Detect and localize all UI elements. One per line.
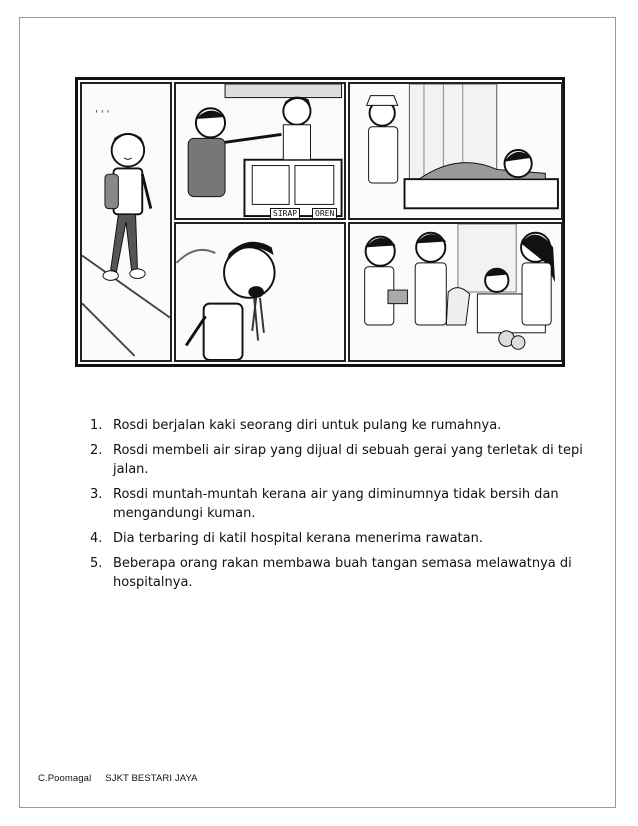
sign-oren: OREN	[312, 208, 337, 219]
panel-hospital-bed	[348, 82, 563, 220]
list-item	[88, 529, 588, 548]
list-item	[88, 485, 588, 523]
list-text: Rosdi berjalan kaki seorang diri untuk pulang ke rumahnya.	[113, 418, 502, 433]
sign-sirap: SIRAP	[270, 208, 300, 219]
panel-buying-drink	[174, 82, 346, 220]
panel-vomiting	[174, 222, 346, 362]
list-item	[88, 441, 588, 479]
vomiting-boy-illustration	[176, 224, 344, 360]
list-text: Beberapa orang rakan membawa buah tangan semasa melawatnya di hospitalnya.	[113, 556, 572, 590]
friends-visit-illustration	[350, 224, 561, 360]
list-number: 3.	[90, 487, 103, 502]
footer-school: SJKT BESTARI JAYA	[105, 773, 198, 784]
page-footer	[38, 773, 212, 784]
walking-boy-illustration	[82, 84, 170, 360]
list-number: 4.	[90, 531, 103, 546]
sentence-list	[88, 416, 588, 598]
list-number: 2.	[90, 443, 103, 458]
list-item	[88, 416, 588, 435]
list-text: Dia terbaring di katil hospital kerana menerima rawatan.	[113, 531, 483, 546]
hospital-bed-illustration	[350, 84, 561, 218]
list-number: 5.	[90, 556, 103, 571]
drink-stall-illustration	[176, 84, 344, 218]
comic-strip	[75, 77, 565, 367]
panel-friends-visiting	[348, 222, 563, 362]
panel-walking	[80, 82, 172, 362]
footer-author: C.Poomagal	[38, 773, 92, 784]
list-item	[88, 554, 588, 592]
list-text: Rosdi muntah-muntah kerana air yang diminumnya tidak bersih dan mengandungi kuman.	[113, 487, 559, 521]
list-number: 1.	[90, 418, 103, 433]
list-text: Rosdi membeli air sirap yang dijual di sebuah gerai yang terletak di tepi jalan.	[113, 443, 583, 477]
svg-text:' ' ': ' ' '	[95, 108, 110, 120]
